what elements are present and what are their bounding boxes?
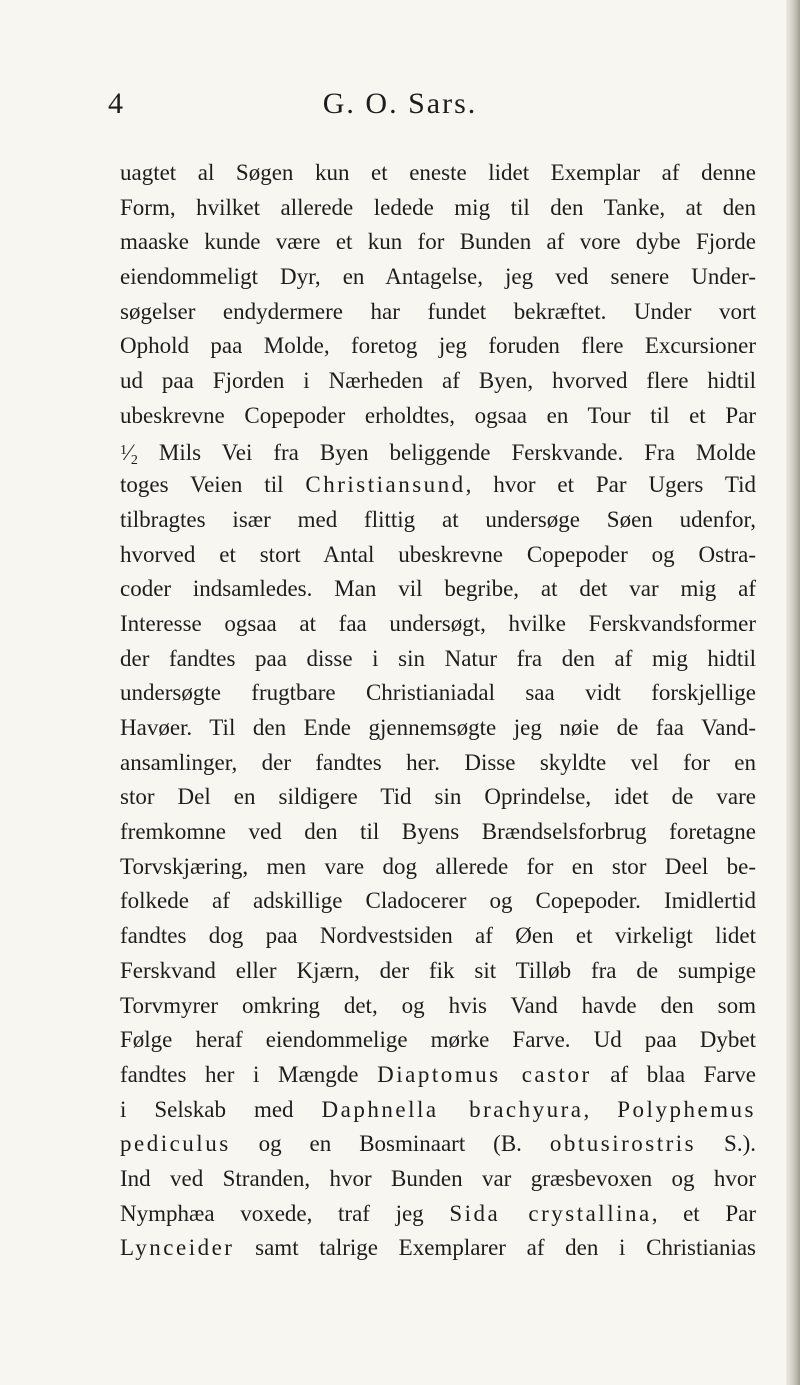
text-line: ud paa Fjorden i Nærheden af Byen, hvorved flere hidtil [120, 368, 756, 394]
text-line: Ferskvand eller Kjærn, der fik sit Tilløb fra de sumpige [120, 957, 756, 983]
text-line: Torvmyrer omkring det, og hvis Vand havde den som [120, 992, 756, 1018]
text-line: Ophold paa Molde, foretog jeg foruden flere Excursioner [120, 333, 756, 359]
species-name-spaced: Sida crystallina [449, 1200, 652, 1226]
text-segment: toges Veien til [120, 472, 306, 498]
text-segment: Mils Vei fra Byen beliggende Ferskvande. Fra Molde [137, 439, 756, 465]
text-line [120, 434, 756, 469]
text-segment: i Selskab med [120, 1096, 322, 1122]
text-segment: fandtes her i Mængde [120, 1061, 378, 1087]
text-line: Interesse ogsaa at faa undersøgt, hvilke Ferskvandsformer [120, 610, 756, 636]
text-line: tilbragtes især med flittig at undersøge Søen udenfor, [120, 506, 756, 532]
text-line: Følge heraf eiendommelige mørke Farve. Ud paa Dybet [120, 1027, 756, 1053]
fraction-half: $^1⁄_2$ [120, 439, 138, 468]
text-line: undersøgte frugtbare Christianiadal saa vidt forskjellige [120, 680, 756, 706]
text-line: fremkomne ved den til Byens Brændselsforbrug foretagne [120, 819, 756, 845]
running-head: G. O. Sars. [322, 87, 478, 120]
text-line: fandtes dog paa Nordvestsiden af Øen et virkeligt lidet [120, 923, 756, 949]
species-name-spaced: Daphnella brachyura [321, 1096, 584, 1122]
species-name-spaced: obtusirostris [549, 1131, 697, 1157]
text-line: ubeskrevne Copepoder erholdtes, ogsaa en Tour til et Par [120, 402, 756, 428]
text-line: Ind ved Stranden, hvor Bunden var græsbevoxen og hvor [120, 1165, 756, 1191]
text-line: uagtet al Søgen kun et eneste lidet Exemplar af denne [120, 160, 756, 185]
page-number: 4 [108, 87, 123, 120]
text-line: folkede af adskillige Cladocerer og Copepoder. Imidlertid [120, 888, 756, 914]
text-line: Torvskjæring, men vare dog allerede for en stor Deel be- [120, 853, 756, 879]
text-line [120, 1058, 756, 1093]
text-line: stor Del en sildigere Tid sin Oprindelse, idet de vare [120, 784, 756, 810]
text-segment: , et Par [651, 1200, 756, 1226]
text-segment: Nymphæa voxede, traf jeg [120, 1200, 450, 1226]
text-line [120, 1231, 756, 1266]
page-header [0, 84, 800, 124]
species-name-spaced: pediculus [120, 1131, 231, 1157]
text-line: eiendommeligt Dyr, en Antagelse, jeg ved senere Under- [120, 264, 756, 290]
text-segment: S.). [696, 1131, 757, 1157]
species-name-spaced: Polyphemus [617, 1096, 756, 1122]
fraction-numerator: 1 [120, 442, 127, 458]
species-name-spaced: Lynceider [120, 1235, 235, 1261]
text-line [120, 1127, 756, 1162]
text-line: hvorved et stort Antal ubeskrevne Copepoder og Ostra- [120, 541, 756, 567]
text-line: søgelser endydermere har fundet bekræftet. Under vort [120, 298, 756, 324]
text-segment: samt talrige Exemplarer af den i Christianias [234, 1235, 756, 1261]
text-line: Form, hvilket allerede ledede mig til den Tanke, at den [120, 194, 756, 220]
text-segment: og en Bosminaart (B. [230, 1131, 550, 1157]
place-name-spaced: Christiansund [305, 472, 466, 498]
text-line: coder indsamledes. Man vil begribe, at det var mig af [120, 576, 756, 602]
text-segment: , hvor et Par Ugers Tid [465, 472, 757, 498]
text-line: ansamlinger, der fandtes her. Disse skyldte vel for en [120, 749, 756, 775]
page-edge-shadow [786, 0, 800, 1385]
text-line: der fandtes paa disse i sin Natur fra den af mig hidtil [120, 645, 756, 671]
text-segment: , [583, 1096, 618, 1122]
text-line [120, 468, 756, 503]
species-name-spaced: Diaptomus castor [377, 1061, 592, 1087]
text-line: Havøer. Til den Ende gjennemsøgte jeg nøie de faa Vand- [120, 715, 756, 740]
text-line: maaske kunde være et kun for Bunden af vore dybe Fjorde [120, 229, 756, 255]
fraction-denominator: 2 [130, 452, 138, 468]
text-line [120, 1093, 756, 1128]
text-line [120, 1197, 756, 1232]
body-text [120, 156, 756, 1266]
text-segment: af blaa Farve [591, 1061, 757, 1087]
